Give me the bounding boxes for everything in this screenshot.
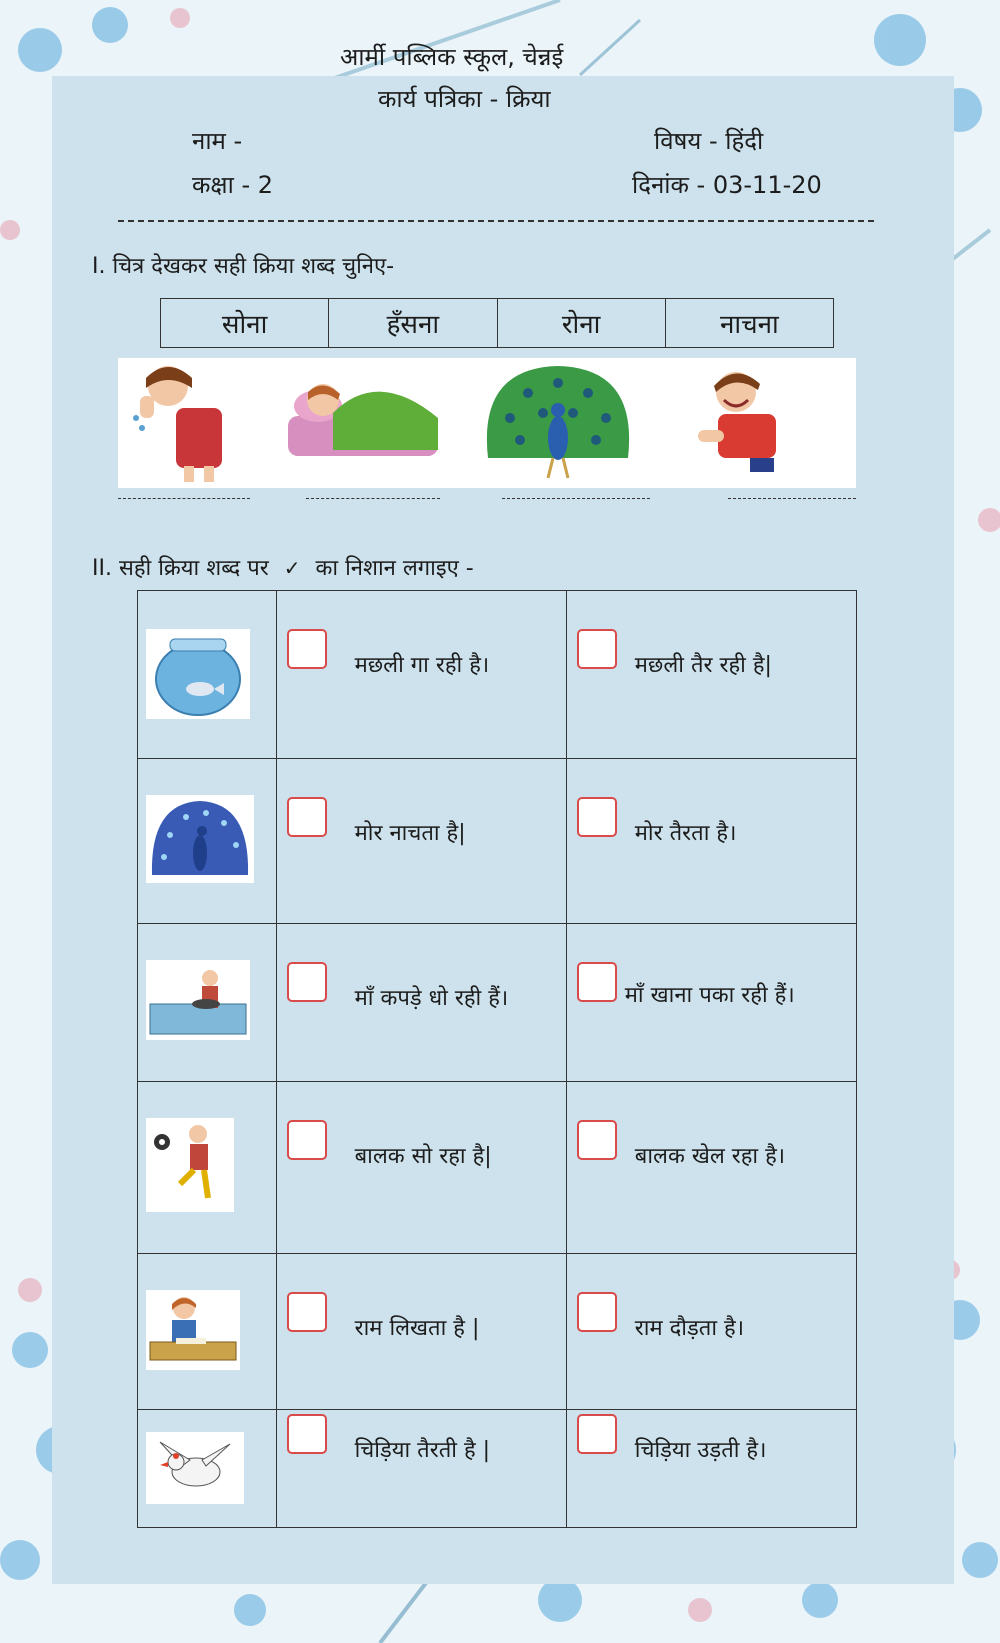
word-bank xyxy=(160,298,834,348)
option-a-cell xyxy=(276,759,566,924)
section2-instruction-suffix: का निशान लगाइए - xyxy=(315,556,474,581)
option-a-cell xyxy=(276,1410,566,1528)
word-hasna: हँसना xyxy=(329,299,497,348)
section1-instruction: I. चित्र देखकर सही क्रिया शब्द चुनिए- xyxy=(92,254,395,279)
table-row xyxy=(138,591,857,759)
picture-cell xyxy=(138,1410,277,1528)
option-b-cell xyxy=(566,924,856,1082)
section2-instruction-prefix: II. सही क्रिया शब्द पर xyxy=(92,556,269,581)
boy-writing-icon xyxy=(146,1290,240,1370)
option-b-cell xyxy=(566,759,856,924)
option-a-text: माँ कपड़े धो रही हैं। xyxy=(354,986,509,1011)
table-row xyxy=(138,759,857,924)
option-b-text: मछली तैर रही है| xyxy=(634,653,772,678)
laughing-boy-picture xyxy=(698,372,776,472)
mcq-table xyxy=(137,590,857,1528)
separator-line xyxy=(118,220,874,222)
answer-blank-4[interactable] xyxy=(728,498,856,499)
picture-cell xyxy=(138,1082,277,1254)
option-a-checkbox[interactable] xyxy=(287,962,327,1002)
mother-cooking-icon xyxy=(146,960,250,1040)
option-a-cell xyxy=(276,1254,566,1410)
picture-cell xyxy=(138,1254,277,1410)
dancing-peacock-picture xyxy=(487,366,629,478)
option-b-checkbox[interactable] xyxy=(577,629,617,669)
class-label: कक्षा - 2 xyxy=(192,171,274,199)
answer-blank-3[interactable] xyxy=(502,498,650,499)
option-b-checkbox[interactable] xyxy=(577,1120,617,1160)
option-b-checkbox[interactable] xyxy=(577,962,617,1002)
option-b-cell xyxy=(566,591,856,759)
option-b-cell xyxy=(566,1254,856,1410)
option-a-cell xyxy=(276,1082,566,1254)
option-a-checkbox[interactable] xyxy=(287,629,327,669)
option-a-checkbox[interactable] xyxy=(287,797,327,837)
option-b-checkbox[interactable] xyxy=(577,797,617,837)
picture-cell xyxy=(138,924,277,1082)
word-sona: सोना xyxy=(161,299,329,348)
table-row xyxy=(138,1254,857,1410)
date-label: दिनांक - 03-11-20 xyxy=(632,171,822,199)
section2-instruction xyxy=(92,552,474,582)
option-a-cell xyxy=(276,591,566,759)
picture-cell xyxy=(138,591,277,759)
subject-label: विषय - हिंदी xyxy=(654,127,764,155)
worksheet-title: कार्य पत्रिका - क्रिया xyxy=(378,85,551,113)
option-b-cell xyxy=(566,1082,856,1254)
word-nachna: नाचना xyxy=(665,299,833,348)
option-b-text: बालक खेल रहा है। xyxy=(634,1144,786,1169)
sleeping-girl-picture xyxy=(288,384,438,456)
option-a-text: मोर नाचता है| xyxy=(354,821,466,846)
option-b-text: चिड़िया उड़ती है। xyxy=(634,1438,767,1463)
answer-blank-1[interactable] xyxy=(118,498,250,499)
crying-girl-picture xyxy=(133,366,222,482)
peacock-icon xyxy=(146,795,254,883)
word-rona: रोना xyxy=(497,299,665,348)
option-a-text: मछली गा रही है। xyxy=(354,653,490,678)
option-b-text: राम दौड़ता है। xyxy=(634,1316,745,1341)
option-a-text: राम लिखता है | xyxy=(354,1316,480,1341)
boy-kicking-ball-icon xyxy=(146,1118,234,1212)
option-a-text: चिड़िया तैरती है | xyxy=(354,1438,491,1463)
table-row xyxy=(138,1410,857,1528)
option-b-text: मोर तैरता है। xyxy=(634,821,737,846)
picture-strip xyxy=(118,358,856,488)
table-row xyxy=(138,924,857,1082)
fish-bowl-icon xyxy=(146,629,250,719)
school-name: आर्मी पब्लिक स्कूल, चेन्नई xyxy=(340,43,564,71)
option-b-cell xyxy=(566,1410,856,1528)
option-a-text: बालक सो रहा है| xyxy=(354,1144,492,1169)
option-a-checkbox[interactable] xyxy=(287,1120,327,1160)
picture-cell xyxy=(138,759,277,924)
option-a-checkbox[interactable] xyxy=(287,1414,327,1454)
option-b-checkbox[interactable] xyxy=(577,1414,617,1454)
table-row xyxy=(138,1082,857,1254)
answer-blank-2[interactable] xyxy=(306,498,440,499)
option-a-checkbox[interactable] xyxy=(287,1292,327,1332)
check-mark-icon: ✓ xyxy=(283,556,301,580)
option-a-cell xyxy=(276,924,566,1082)
option-b-checkbox[interactable] xyxy=(577,1292,617,1332)
option-b-text: माँ खाना पका रही हैं। xyxy=(624,983,795,1008)
name-label: नाम - xyxy=(192,127,243,155)
bird-flying-icon xyxy=(146,1432,244,1504)
